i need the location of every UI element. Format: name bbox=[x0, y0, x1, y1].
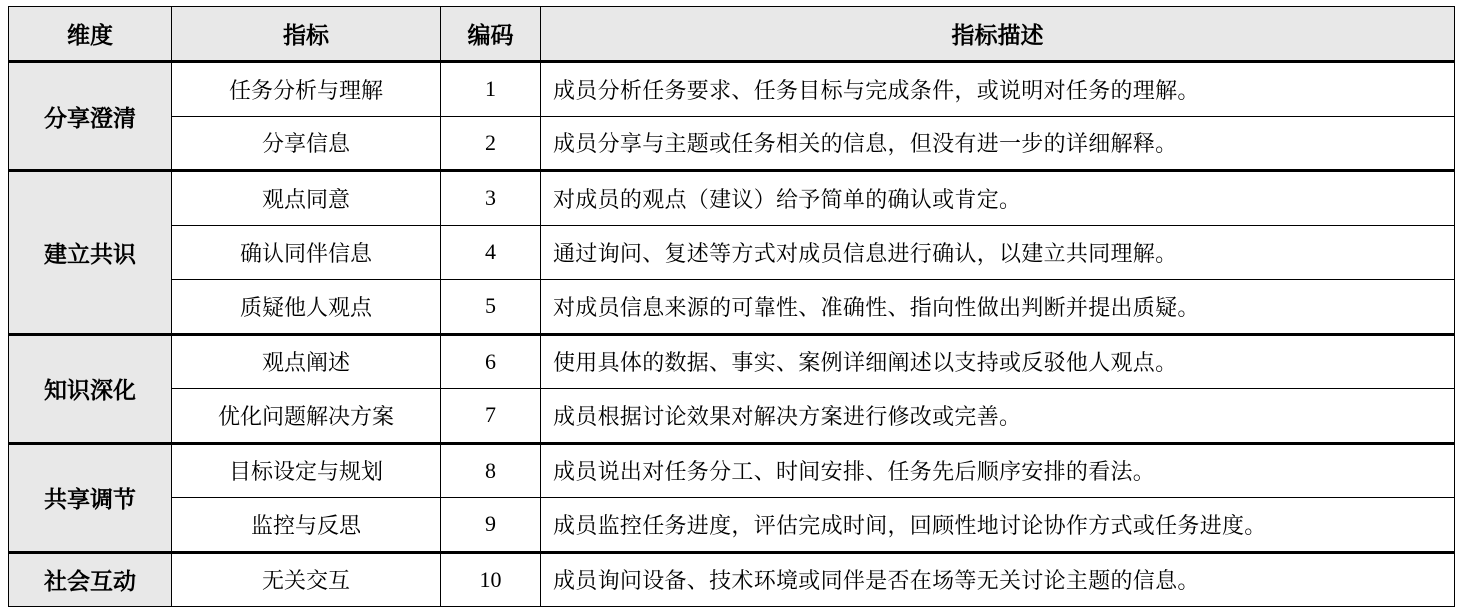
header-dimension: 维度 bbox=[9, 7, 172, 62]
description-cell: 成员询问设备、技术环境或同伴是否在场等无关讨论主题的信息。 bbox=[541, 552, 1455, 607]
code-cell: 2 bbox=[441, 116, 541, 171]
table-row bbox=[9, 62, 1455, 117]
indicator-cell: 分享信息 bbox=[172, 116, 441, 171]
indicator-cell: 确认同伴信息 bbox=[172, 225, 441, 280]
indicator-cell: 观点阐述 bbox=[172, 334, 441, 389]
code-cell: 8 bbox=[441, 443, 541, 498]
header-indicator: 指标 bbox=[172, 7, 441, 62]
description-cell: 对成员的观点（建议）给予简单的确认或肯定。 bbox=[541, 171, 1455, 226]
indicator-cell: 监控与反思 bbox=[172, 498, 441, 553]
table-row bbox=[9, 280, 1455, 335]
description-cell: 成员分享与主题或任务相关的信息，但没有进一步的详细解释。 bbox=[541, 116, 1455, 171]
dimension-cell: 分享澄清 bbox=[9, 62, 172, 171]
coding-table bbox=[8, 6, 1455, 607]
indicator-cell: 观点同意 bbox=[172, 171, 441, 226]
description-cell: 成员说出对任务分工、时间安排、任务先后顺序安排的看法。 bbox=[541, 443, 1455, 498]
dimension-cell: 社会互动 bbox=[9, 552, 172, 607]
table-row bbox=[9, 334, 1455, 389]
indicator-cell: 目标设定与规划 bbox=[172, 443, 441, 498]
dimension-cell: 知识深化 bbox=[9, 334, 172, 443]
code-cell: 1 bbox=[441, 62, 541, 117]
description-cell: 成员根据讨论效果对解决方案进行修改或完善。 bbox=[541, 389, 1455, 444]
indicator-cell: 质疑他人观点 bbox=[172, 280, 441, 335]
table-row bbox=[9, 498, 1455, 553]
header-code: 编码 bbox=[441, 7, 541, 62]
table-row bbox=[9, 552, 1455, 607]
dimension-cell: 共享调节 bbox=[9, 443, 172, 552]
code-cell: 9 bbox=[441, 498, 541, 553]
description-cell: 使用具体的数据、事实、案例详细阐述以支持或反驳他人观点。 bbox=[541, 334, 1455, 389]
indicator-cell: 无关交互 bbox=[172, 552, 441, 607]
indicator-cell: 任务分析与理解 bbox=[172, 62, 441, 117]
code-cell: 10 bbox=[441, 552, 541, 607]
description-cell: 通过询问、复述等方式对成员信息进行确认，以建立共同理解。 bbox=[541, 225, 1455, 280]
code-cell: 4 bbox=[441, 225, 541, 280]
table-row bbox=[9, 225, 1455, 280]
description-cell: 对成员信息来源的可靠性、准确性、指向性做出判断并提出质疑。 bbox=[541, 280, 1455, 335]
table-row bbox=[9, 443, 1455, 498]
table-header-row bbox=[9, 7, 1455, 62]
code-cell: 5 bbox=[441, 280, 541, 335]
indicator-cell: 优化问题解决方案 bbox=[172, 389, 441, 444]
code-cell: 6 bbox=[441, 334, 541, 389]
code-cell: 3 bbox=[441, 171, 541, 226]
header-description: 指标描述 bbox=[541, 7, 1455, 62]
table-row bbox=[9, 171, 1455, 226]
description-cell: 成员分析任务要求、任务目标与完成条件，或说明对任务的理解。 bbox=[541, 62, 1455, 117]
code-cell: 7 bbox=[441, 389, 541, 444]
table-row bbox=[9, 116, 1455, 171]
dimension-cell: 建立共识 bbox=[9, 171, 172, 335]
description-cell: 成员监控任务进度，评估完成时间，回顾性地讨论协作方式或任务进度。 bbox=[541, 498, 1455, 553]
table-row bbox=[9, 389, 1455, 444]
